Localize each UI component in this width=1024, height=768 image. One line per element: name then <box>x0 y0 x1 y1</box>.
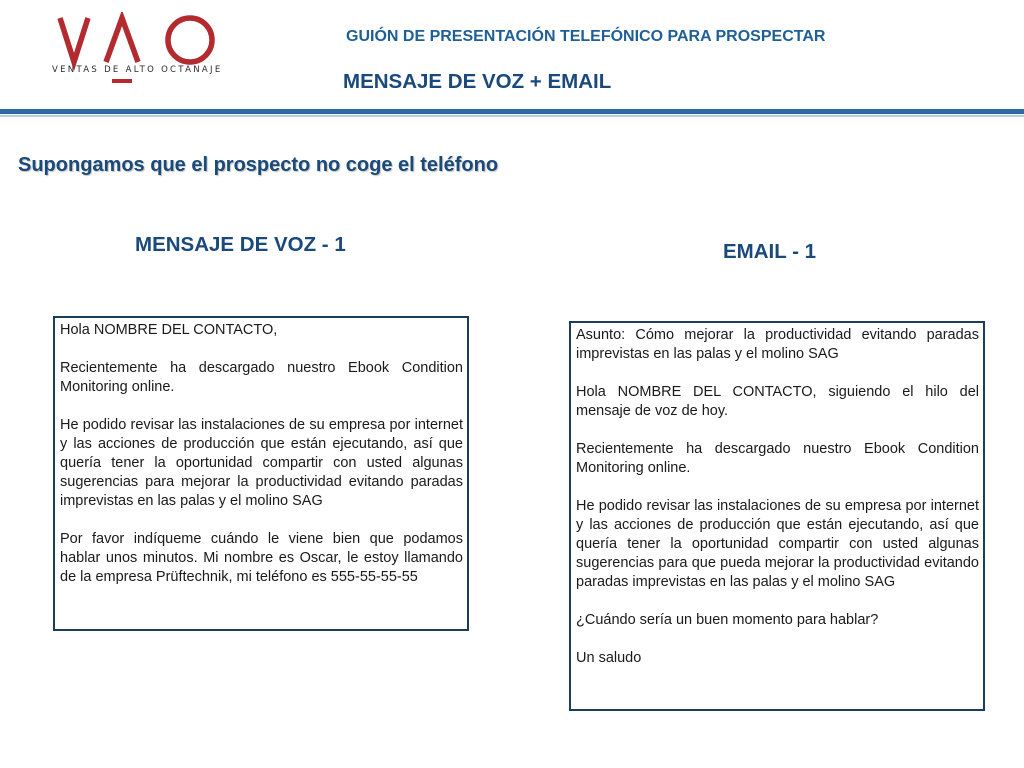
voice-paragraph: Recientemente ha descargado nuestro Ebook Condition Monitoring online. <box>60 360 463 395</box>
logo-letter-a <box>106 18 138 62</box>
email-paragraph: Recientemente ha descargado nuestro Ebook Condition Monitoring online. <box>576 441 979 476</box>
voice-paragraph: Por favor indíqueme cuándo le viene bien que podamos hablar unos minutos. Mi nombre es Oscar, le estoy llamando de la empresa Prüftechnik, mi teléfono es 555-55-55-55 <box>60 531 463 585</box>
voice-message-heading: MENSAJE DE VOZ - 1 <box>135 233 346 256</box>
logo-letter-v <box>60 18 88 62</box>
header-subtitle: MENSAJE DE VOZ + EMAIL <box>343 70 612 93</box>
email-heading: EMAIL - 1 <box>723 240 817 263</box>
voice-paragraph: He podido revisar las instalaciones de su empresa por internet y las acciones de producción que están ejecutando, así que quería tener la oportunidad compartir con usted algunas sugerencias para mejorar la productividad evitando paradas imprevistas en las palas y el molino SAG <box>60 417 463 509</box>
email-paragraph: Hola NOMBRE DEL CONTACTO, siguiendo el hilo del mensaje de voz de hoy. <box>576 384 979 419</box>
logo-underline <box>110 77 134 87</box>
email-paragraph: He podido revisar las instalaciones de su empresa por internet y las acciones de producción que están ejecutando, así que quería tener la oportunidad compartir con usted algunas sugerencias para que pueda mejorar la productividad evitando paradas imprevistas en las palas y el molino SAG <box>576 498 979 590</box>
voice-paragraph: Hola NOMBRE DEL CONTACTO, <box>60 322 278 338</box>
header-divider-shadow <box>0 115 1024 117</box>
header-divider <box>0 109 1024 114</box>
email-paragraph: Un saludo <box>576 650 642 666</box>
vao-logo-mark <box>52 12 222 72</box>
header-title: GUIÓN DE PRESENTACIÓN TELEFÓNICO PARA PROSPECTAR <box>346 28 826 45</box>
email-box <box>569 321 985 711</box>
logo-letter-o <box>168 18 212 62</box>
email-paragraph: Asunto: Cómo mejorar la productividad evitando paradas imprevistas en las palas y el molino SAG <box>576 327 979 362</box>
logo-tagline: VENTAS DE ALTO OCTANAJE <box>52 65 223 75</box>
vao-logo <box>52 12 222 92</box>
section-heading: Supongamos que el prospecto no coge el teléfono <box>18 154 499 176</box>
voice-message-box <box>53 316 469 631</box>
email-paragraph: ¿Cuándo sería un buen momento para hablar? <box>576 612 879 628</box>
